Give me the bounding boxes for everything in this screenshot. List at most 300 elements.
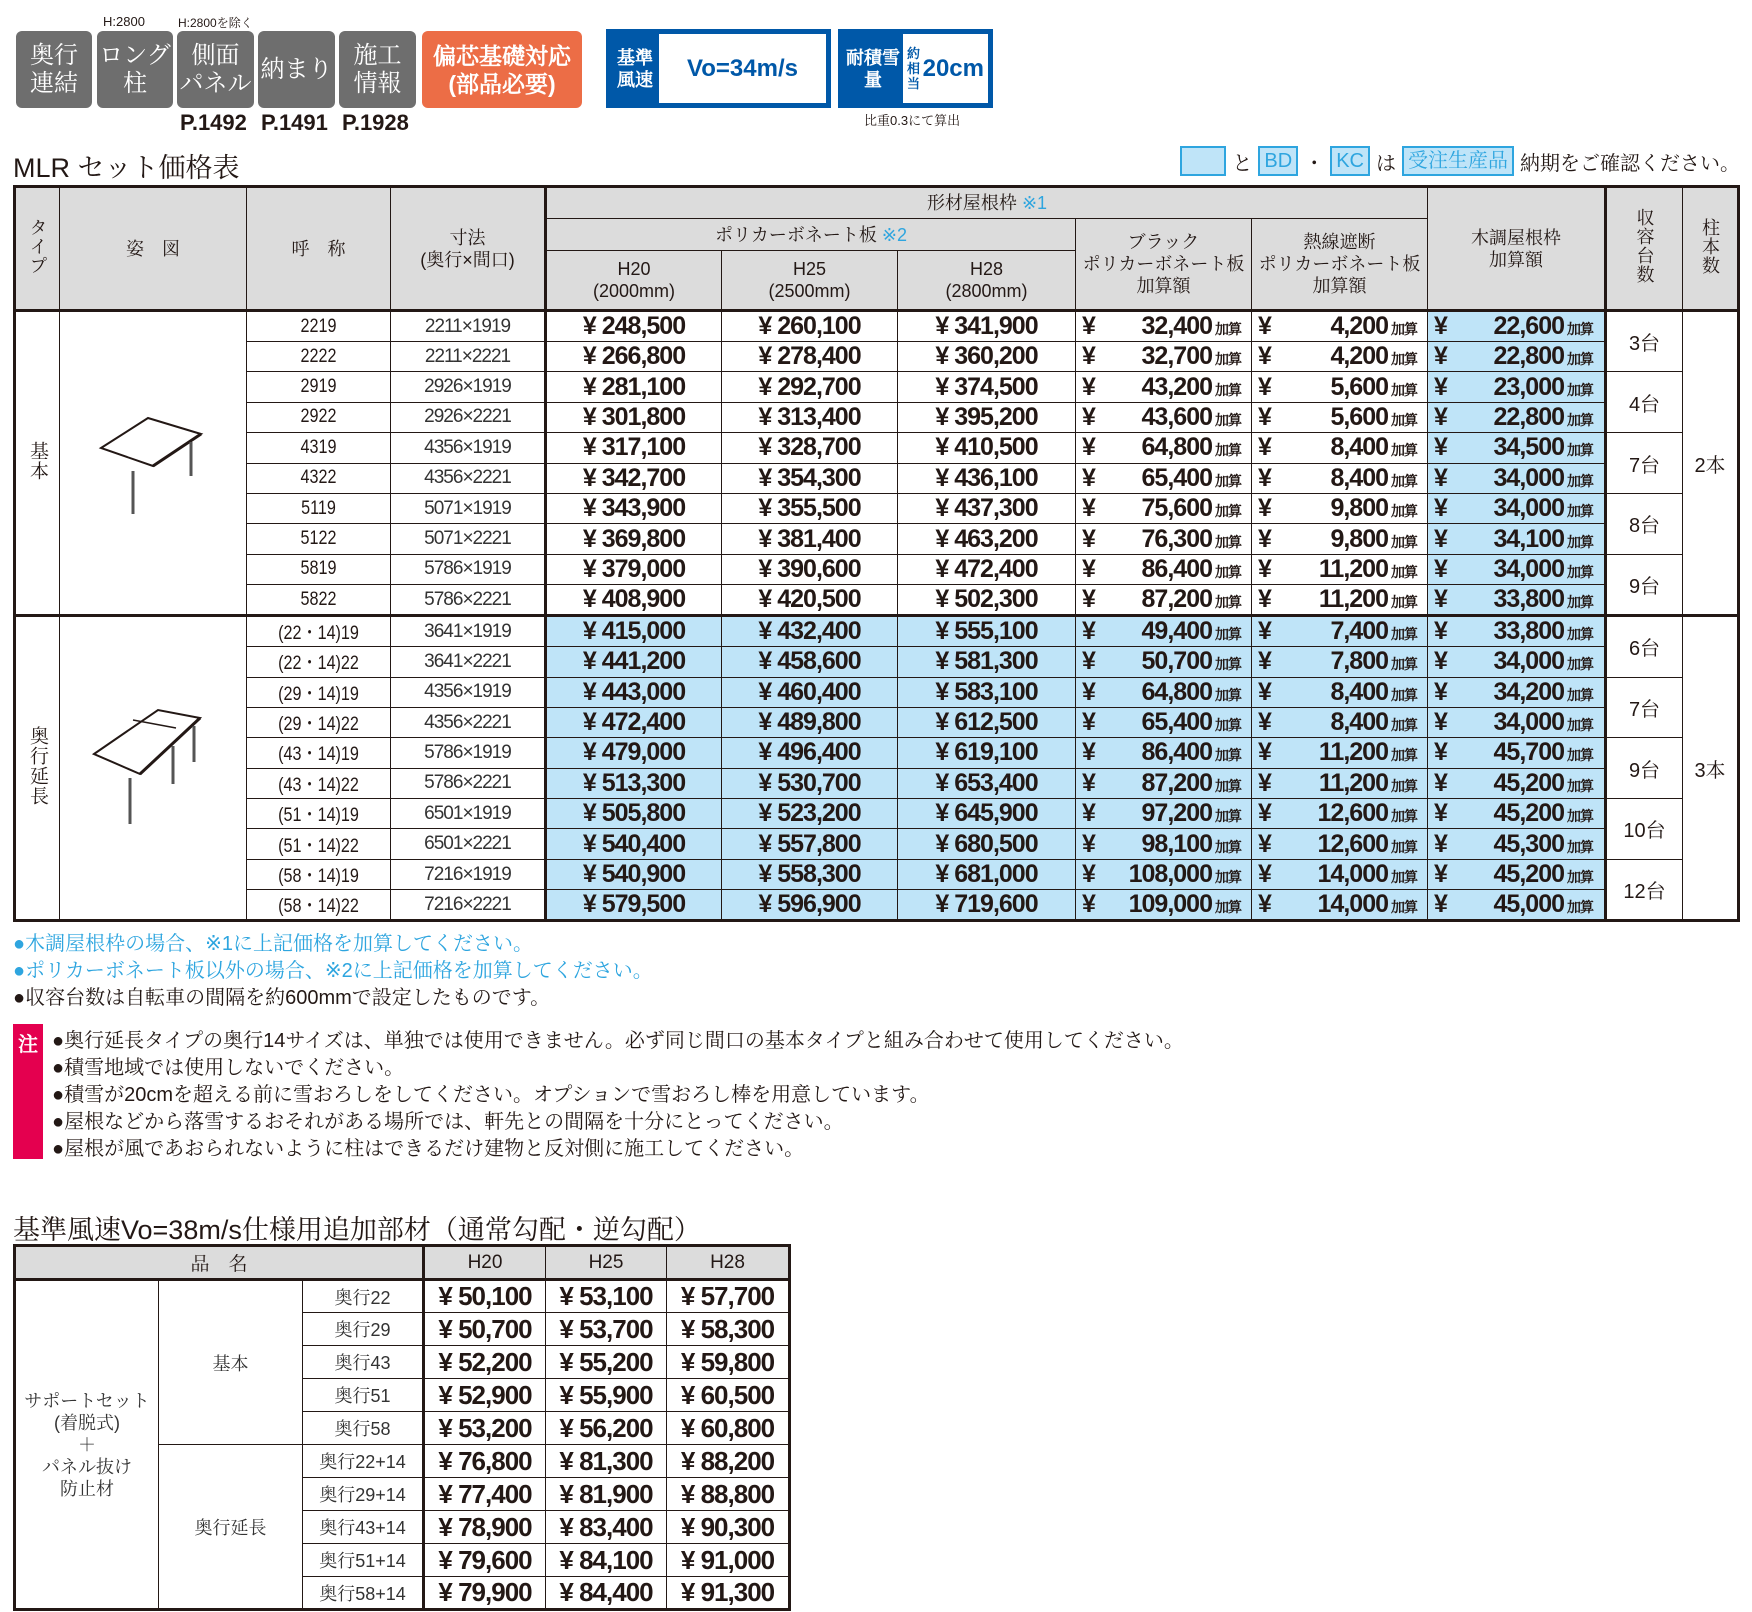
capacity-cell: 9台 bbox=[1606, 554, 1683, 615]
price-h20: ¥ 513,300 bbox=[546, 768, 722, 798]
add-suffix: 加算 bbox=[1391, 321, 1417, 337]
add-suffix: 加算 bbox=[1567, 626, 1593, 643]
add-suffix: 加算 bbox=[1391, 869, 1417, 886]
add-suffix: 加算 bbox=[1215, 442, 1241, 459]
add-black bbox=[1076, 616, 1252, 647]
yen-sign: ¥ bbox=[1082, 890, 1095, 919]
sub-price-h28: ¥ 88,800 bbox=[667, 1478, 790, 1511]
sub-price-h20: ¥ 52,900 bbox=[424, 1379, 546, 1412]
price-h28: ¥ 410,500 bbox=[898, 433, 1076, 463]
add-value: 87,200 bbox=[1141, 585, 1212, 614]
sub-price-h28: ¥ 59,800 bbox=[667, 1346, 790, 1379]
yen-sign: ¥ bbox=[1434, 433, 1447, 462]
add-wood bbox=[1428, 493, 1606, 523]
sub-header-h25: H25 bbox=[546, 1246, 667, 1280]
add-suffix: 加算 bbox=[1391, 503, 1417, 520]
button-construction-info[interactable] bbox=[339, 31, 416, 108]
model-name: 2919 bbox=[300, 376, 337, 398]
button-depth-link[interactable] bbox=[16, 31, 92, 108]
add-value: 4,200 bbox=[1330, 342, 1388, 371]
yen-sign: ¥ bbox=[1082, 463, 1095, 492]
add-black bbox=[1076, 524, 1252, 554]
add-suffix: 加算 bbox=[1391, 717, 1417, 734]
price-h25: ¥ 489,800 bbox=[722, 707, 898, 737]
model-name-cell bbox=[247, 402, 391, 432]
add-value: 32,400 bbox=[1141, 312, 1212, 340]
add-value: 64,800 bbox=[1141, 677, 1212, 706]
yen-sign: ¥ bbox=[1082, 799, 1095, 828]
table-row bbox=[15, 768, 1739, 798]
snow-note: 比重0.3にて算出 bbox=[864, 113, 961, 128]
add-suffix: 加算 bbox=[1215, 594, 1241, 611]
add-wood bbox=[1428, 829, 1606, 859]
price-h25: ¥ 381,400 bbox=[722, 524, 898, 554]
add-black bbox=[1076, 493, 1252, 523]
model-name: (51・14)22 bbox=[278, 835, 359, 857]
legend-text: と bbox=[1232, 152, 1253, 175]
add-value: 86,400 bbox=[1141, 738, 1212, 767]
table-row bbox=[15, 890, 1739, 921]
price-h28: ¥ 502,300 bbox=[898, 585, 1076, 616]
price-table bbox=[13, 185, 1740, 922]
model-name: (43・14)19 bbox=[278, 744, 359, 766]
button-label: ロング 柱 bbox=[99, 41, 171, 97]
capacity-cell: 3台 bbox=[1606, 311, 1683, 372]
add-suffix: 加算 bbox=[1567, 777, 1593, 794]
add-suffix: 加算 bbox=[1567, 838, 1593, 855]
capacity-cell: 4台 bbox=[1606, 372, 1683, 433]
depth-label: 奥行51+14 bbox=[303, 1544, 424, 1577]
add-wood bbox=[1428, 707, 1606, 737]
add-suffix: 加算 bbox=[1391, 838, 1417, 855]
model-name: 5819 bbox=[300, 558, 337, 580]
price-h28: ¥ 719,600 bbox=[898, 890, 1076, 921]
price-h20: ¥ 540,400 bbox=[546, 829, 722, 859]
size-cell: 4356×1919 bbox=[391, 433, 546, 463]
size-cell: 4356×2221 bbox=[391, 463, 546, 493]
yen-sign: ¥ bbox=[1082, 524, 1095, 553]
button-side-panel[interactable] bbox=[177, 31, 254, 108]
price-h20: ¥ 379,000 bbox=[546, 554, 722, 584]
add-value: 11,200 bbox=[1318, 554, 1388, 583]
add-heat bbox=[1252, 647, 1428, 677]
button-label: 納まり bbox=[260, 55, 333, 83]
add-value: 65,400 bbox=[1141, 708, 1212, 737]
add-suffix: 加算 bbox=[1567, 563, 1593, 580]
header-figure: 姿 図 bbox=[60, 187, 247, 311]
price-h28: ¥ 612,500 bbox=[898, 707, 1076, 737]
add-suffix: 加算 bbox=[1215, 656, 1241, 673]
add-value: 32,700 bbox=[1141, 342, 1212, 371]
price-h25: ¥ 460,400 bbox=[722, 677, 898, 707]
add-value: 8,400 bbox=[1330, 708, 1388, 737]
price-h28: ¥ 374,500 bbox=[898, 372, 1076, 402]
size-cell: 4356×1919 bbox=[391, 677, 546, 707]
caution-label: 注 bbox=[13, 1024, 43, 1159]
add-value: 34,000 bbox=[1493, 463, 1564, 492]
sub-price-h25: ¥ 53,700 bbox=[546, 1313, 667, 1346]
yen-sign: ¥ bbox=[1258, 585, 1271, 614]
table-row bbox=[15, 402, 1739, 432]
yen-sign: ¥ bbox=[1258, 768, 1271, 797]
yen-sign: ¥ bbox=[1258, 738, 1271, 767]
price-h28: ¥ 436,100 bbox=[898, 463, 1076, 493]
button-long-pillar[interactable] bbox=[97, 31, 173, 108]
button-eccentric-foundation[interactable] bbox=[422, 31, 582, 108]
add-suffix: 加算 bbox=[1567, 656, 1593, 673]
add-value: 75,600 bbox=[1141, 494, 1212, 523]
add-black bbox=[1076, 859, 1252, 889]
price-h20: ¥ 301,800 bbox=[546, 402, 722, 432]
yen-sign: ¥ bbox=[1434, 312, 1447, 340]
add-value: 11,200 bbox=[1318, 738, 1388, 767]
side-panel-note: H:2800を除く bbox=[178, 16, 253, 30]
add-heat bbox=[1252, 311, 1428, 342]
add-suffix: 加算 bbox=[1567, 472, 1593, 489]
sub-price-h28: ¥ 58,300 bbox=[667, 1313, 790, 1346]
add-black bbox=[1076, 372, 1252, 402]
add-value: 34,000 bbox=[1493, 494, 1564, 523]
snow-load-badge bbox=[838, 29, 993, 108]
add-value: 64,800 bbox=[1141, 433, 1212, 462]
add-suffix: 加算 bbox=[1567, 594, 1593, 611]
add-value: 22,600 bbox=[1493, 312, 1564, 340]
price-h28: ¥ 619,100 bbox=[898, 738, 1076, 768]
price-h25: ¥ 354,300 bbox=[722, 463, 898, 493]
add-suffix: 加算 bbox=[1391, 808, 1417, 825]
model-name-cell bbox=[247, 616, 391, 647]
sub-price-h20: ¥ 78,900 bbox=[424, 1511, 546, 1544]
add-heat bbox=[1252, 524, 1428, 554]
add-suffix: 加算 bbox=[1567, 869, 1593, 886]
model-name-cell bbox=[247, 738, 391, 768]
add-suffix: 加算 bbox=[1391, 411, 1417, 428]
add-value: 12,600 bbox=[1317, 829, 1388, 858]
add-suffix: 加算 bbox=[1215, 686, 1241, 703]
add-wood bbox=[1428, 433, 1606, 463]
add-wood bbox=[1428, 585, 1606, 616]
add-value: 108,000 bbox=[1128, 860, 1212, 889]
yen-sign: ¥ bbox=[1434, 708, 1447, 737]
model-name-cell bbox=[247, 372, 391, 402]
yen-sign: ¥ bbox=[1434, 890, 1447, 919]
add-wood bbox=[1428, 768, 1606, 798]
price-h20: ¥ 415,000 bbox=[546, 616, 722, 647]
sub-price-h20: ¥ 77,400 bbox=[424, 1478, 546, 1511]
price-h25: ¥ 432,400 bbox=[722, 616, 898, 647]
depth-label: 奥行43 bbox=[303, 1346, 424, 1379]
type-label: 基本 bbox=[27, 440, 48, 481]
price-h20: ¥ 441,200 bbox=[546, 647, 722, 677]
button-label: 偏芯基礎対応 (部品必要) bbox=[433, 42, 571, 97]
add-value: 34,000 bbox=[1493, 708, 1564, 737]
yen-sign: ¥ bbox=[1082, 585, 1095, 614]
add-suffix: 加算 bbox=[1215, 777, 1241, 794]
legend-swatch bbox=[1180, 146, 1226, 176]
price-h25: ¥ 557,800 bbox=[722, 829, 898, 859]
add-suffix: 加算 bbox=[1391, 594, 1417, 611]
price-h28: ¥ 360,200 bbox=[898, 342, 1076, 372]
price-h25: ¥ 596,900 bbox=[722, 890, 898, 921]
add-suffix: 加算 bbox=[1215, 321, 1241, 337]
add-black bbox=[1076, 647, 1252, 677]
table-row bbox=[15, 707, 1739, 737]
add-suffix: 加算 bbox=[1215, 869, 1241, 886]
add-value: 12,600 bbox=[1317, 799, 1388, 828]
price-h20: ¥ 343,900 bbox=[546, 493, 722, 523]
add-suffix: 加算 bbox=[1391, 563, 1417, 580]
add-suffix: 加算 bbox=[1567, 747, 1593, 764]
caution-item: ●屋根が風であおられないように柱はできるだけ建物と反対側に施工してください。 bbox=[52, 1138, 805, 1160]
header-h20: H20 (2000mm) bbox=[546, 251, 722, 311]
model-name-cell bbox=[247, 311, 391, 342]
price-h25: ¥ 458,600 bbox=[722, 647, 898, 677]
yen-sign: ¥ bbox=[1434, 402, 1447, 431]
model-name: 4322 bbox=[300, 467, 337, 489]
price-h28: ¥ 680,500 bbox=[898, 829, 1076, 859]
add-suffix: 加算 bbox=[1567, 533, 1593, 550]
add-suffix: 加算 bbox=[1215, 626, 1241, 643]
yen-sign: ¥ bbox=[1082, 738, 1095, 767]
size-cell: 4356×2221 bbox=[391, 707, 546, 737]
price-h20: ¥ 579,500 bbox=[546, 890, 722, 921]
add-value: 22,800 bbox=[1493, 342, 1564, 371]
model-name-cell bbox=[247, 433, 391, 463]
table-row bbox=[15, 342, 1739, 372]
caution-item: ●積雪地域では使用しないでください。 bbox=[52, 1057, 405, 1079]
price-h25: ¥ 355,500 bbox=[722, 493, 898, 523]
page-ref-side-panel[interactable]: P.1491 bbox=[261, 110, 328, 135]
add-value: 76,300 bbox=[1141, 524, 1212, 553]
price-h20: ¥ 443,000 bbox=[546, 677, 722, 707]
price-h25: ¥ 313,400 bbox=[722, 402, 898, 432]
add-wood bbox=[1428, 738, 1606, 768]
add-value: 65,400 bbox=[1141, 463, 1212, 492]
yen-sign: ¥ bbox=[1082, 402, 1095, 431]
sub-price-h20: ¥ 76,800 bbox=[424, 1445, 546, 1478]
price-h25: ¥ 260,100 bbox=[722, 311, 898, 342]
add-wood bbox=[1428, 677, 1606, 707]
add-wood bbox=[1428, 372, 1606, 402]
model-name-cell bbox=[247, 524, 391, 554]
price-h28: ¥ 472,400 bbox=[898, 554, 1076, 584]
yen-sign: ¥ bbox=[1082, 372, 1095, 401]
header-h28: H28 (2800mm) bbox=[898, 251, 1076, 311]
yen-sign: ¥ bbox=[1258, 890, 1271, 919]
add-wood bbox=[1428, 311, 1606, 342]
model-name: 5822 bbox=[300, 588, 337, 610]
price-h28: ¥ 653,400 bbox=[898, 768, 1076, 798]
header-poly: ポリカーボネート板 ※2 bbox=[546, 219, 1076, 251]
model-name-cell bbox=[247, 493, 391, 523]
add-suffix: 加算 bbox=[1215, 717, 1241, 734]
price-h20: ¥ 248,500 bbox=[546, 311, 722, 342]
model-name: 2222 bbox=[300, 345, 337, 367]
legend bbox=[1180, 146, 1740, 176]
add-suffix: 加算 bbox=[1215, 808, 1241, 825]
add-black bbox=[1076, 738, 1252, 768]
model-name: (29・14)19 bbox=[278, 683, 359, 705]
add-suffix: 加算 bbox=[1215, 411, 1241, 428]
add-black bbox=[1076, 554, 1252, 584]
table-row bbox=[15, 433, 1739, 463]
add-suffix: 加算 bbox=[1567, 411, 1593, 428]
sub-title: 基準風速Vo=38m/s仕様用追加部材（通常勾配・逆勾配） bbox=[13, 1215, 701, 1245]
model-name: 2922 bbox=[300, 406, 337, 428]
price-h20: ¥ 342,700 bbox=[546, 463, 722, 493]
size-cell: 5786×2221 bbox=[391, 768, 546, 798]
add-black bbox=[1076, 463, 1252, 493]
yen-sign: ¥ bbox=[1258, 647, 1271, 676]
legend-text: は bbox=[1376, 152, 1396, 175]
sub-price-h28: ¥ 60,800 bbox=[667, 1412, 790, 1445]
page-ref-fitting[interactable]: P.1928 bbox=[342, 110, 409, 135]
table-row bbox=[15, 463, 1739, 493]
price-h28: ¥ 341,900 bbox=[898, 311, 1076, 342]
header-h25: H25 (2500mm) bbox=[722, 251, 898, 311]
add-suffix: 加算 bbox=[1391, 899, 1417, 916]
add-wood bbox=[1428, 342, 1606, 372]
add-value: 11,200 bbox=[1318, 768, 1388, 797]
add-heat bbox=[1252, 616, 1428, 647]
pillar-count-cell: 2本 bbox=[1683, 311, 1739, 616]
yen-sign: ¥ bbox=[1082, 312, 1095, 340]
model-name-cell bbox=[247, 768, 391, 798]
price-h28: ¥ 395,200 bbox=[898, 402, 1076, 432]
price-h20: ¥ 266,800 bbox=[546, 342, 722, 372]
add-value: 34,100 bbox=[1493, 524, 1564, 553]
add-value: 43,200 bbox=[1141, 372, 1212, 401]
sub-price-h28: ¥ 91,300 bbox=[667, 1577, 790, 1610]
add-value: 9,800 bbox=[1330, 494, 1388, 523]
caution-item: ●屋根などから落雪するおそれがある場所では、軒先との間隔を十分にとってください。 bbox=[52, 1111, 844, 1133]
add-value: 45,300 bbox=[1493, 829, 1564, 858]
add-heat bbox=[1252, 799, 1428, 829]
size-cell: 2211×2221 bbox=[391, 342, 546, 372]
model-name: (43・14)22 bbox=[278, 774, 359, 796]
add-suffix: 加算 bbox=[1215, 533, 1241, 550]
page-ref-long-pillar[interactable]: P.1492 bbox=[180, 110, 247, 135]
note-wood: ●木調屋根枠の場合、※1に上記価格を加算してください。 bbox=[13, 933, 533, 955]
add-wood bbox=[1428, 799, 1606, 829]
model-name-cell bbox=[247, 890, 391, 921]
snow-load-value bbox=[903, 34, 988, 103]
caution-item: ●奥行延長タイプの奥行14サイズは、単独では使用できません。必ず同じ間口の基本タイプと組み合わせて使用してください。 bbox=[52, 1030, 1184, 1052]
button-label: 側面 パネル bbox=[179, 41, 252, 97]
add-suffix: 加算 bbox=[1391, 472, 1417, 489]
yen-sign: ¥ bbox=[1258, 708, 1271, 737]
yen-sign: ¥ bbox=[1258, 494, 1271, 523]
add-suffix: 加算 bbox=[1391, 777, 1417, 794]
price-h28: ¥ 581,300 bbox=[898, 647, 1076, 677]
additional-parts-table bbox=[13, 1244, 791, 1611]
table-row bbox=[15, 554, 1739, 584]
button-fitting[interactable] bbox=[258, 31, 335, 108]
add-suffix: 加算 bbox=[1215, 838, 1241, 855]
model-name-cell bbox=[247, 647, 391, 677]
sub-price-h20: ¥ 79,900 bbox=[424, 1577, 546, 1610]
add-suffix: 加算 bbox=[1567, 351, 1593, 368]
table-row bbox=[15, 647, 1739, 677]
depth-label: 奥行29+14 bbox=[303, 1478, 424, 1511]
add-black bbox=[1076, 677, 1252, 707]
add-wood bbox=[1428, 554, 1606, 584]
add-heat bbox=[1252, 402, 1428, 432]
yen-sign: ¥ bbox=[1082, 829, 1095, 858]
add-suffix: 加算 bbox=[1215, 503, 1241, 520]
button-label: 施工 情報 bbox=[353, 41, 402, 97]
depth-label: 奥行51 bbox=[303, 1379, 424, 1412]
yen-sign: ¥ bbox=[1082, 768, 1095, 797]
sub-price-h25: ¥ 81,900 bbox=[546, 1478, 667, 1511]
sub-price-h25: ¥ 55,900 bbox=[546, 1379, 667, 1412]
model-name: (22・14)22 bbox=[278, 653, 359, 675]
add-suffix: 加算 bbox=[1391, 686, 1417, 703]
model-name-cell bbox=[247, 859, 391, 889]
add-suffix: 加算 bbox=[1215, 472, 1241, 489]
add-heat bbox=[1252, 738, 1428, 768]
model-name-cell bbox=[247, 799, 391, 829]
depth-label: 奥行58 bbox=[303, 1412, 424, 1445]
header-type: タイプ bbox=[15, 187, 60, 311]
header-wood: 木調屋根枠 加算額 bbox=[1428, 187, 1606, 311]
yen-sign: ¥ bbox=[1434, 677, 1447, 706]
price-h20: ¥ 317,100 bbox=[546, 433, 722, 463]
model-name-cell bbox=[247, 342, 391, 372]
size-cell: 2211×1919 bbox=[391, 311, 546, 342]
add-value: 45,700 bbox=[1493, 738, 1564, 767]
header-frame: 形材屋根枠 ※1 bbox=[546, 187, 1428, 219]
sub-price-h25: ¥ 81,300 bbox=[546, 1445, 667, 1478]
snow-suffix: 相当 bbox=[907, 61, 921, 91]
add-suffix: 加算 bbox=[1567, 717, 1593, 734]
model-name: 5122 bbox=[300, 528, 337, 550]
model-name-cell bbox=[247, 463, 391, 493]
add-value: 9,800 bbox=[1330, 524, 1388, 553]
price-h20: ¥ 479,000 bbox=[546, 738, 722, 768]
yen-sign: ¥ bbox=[1082, 494, 1095, 523]
size-cell: 6501×1919 bbox=[391, 799, 546, 829]
add-value: 43,600 bbox=[1141, 402, 1212, 431]
size-cell: 2926×1919 bbox=[391, 372, 546, 402]
type-label: 奥行延長 bbox=[27, 725, 48, 806]
table-row bbox=[15, 677, 1739, 707]
capacity-cell: 10台 bbox=[1606, 799, 1683, 860]
add-black bbox=[1076, 829, 1252, 859]
model-name: (51・14)19 bbox=[278, 805, 359, 827]
model-name-cell bbox=[247, 677, 391, 707]
add-value: 45,000 bbox=[1493, 890, 1564, 919]
add-wood bbox=[1428, 463, 1606, 493]
add-suffix: 加算 bbox=[1215, 899, 1241, 916]
yen-sign: ¥ bbox=[1082, 554, 1095, 583]
add-suffix: 加算 bbox=[1215, 381, 1241, 398]
add-wood bbox=[1428, 402, 1606, 432]
add-black bbox=[1076, 342, 1252, 372]
sub-header-name: 品 名 bbox=[15, 1246, 424, 1280]
wind-speed-label: 基準 風速 bbox=[617, 47, 653, 90]
add-value: 4,200 bbox=[1330, 312, 1388, 340]
table-row bbox=[15, 311, 1739, 342]
item-type: 奥行延長 bbox=[159, 1445, 303, 1610]
header-heat: 熱線遮断 ポリカーボネート板 加算額 bbox=[1252, 219, 1428, 311]
pillar-count-cell: 3本 bbox=[1683, 616, 1739, 921]
size-cell: 7216×1919 bbox=[391, 859, 546, 889]
price-h28: ¥ 555,100 bbox=[898, 616, 1076, 647]
yen-sign: ¥ bbox=[1082, 708, 1095, 737]
sub-price-h25: ¥ 84,100 bbox=[546, 1544, 667, 1577]
page-title: MLR セット価格表 bbox=[13, 153, 240, 183]
